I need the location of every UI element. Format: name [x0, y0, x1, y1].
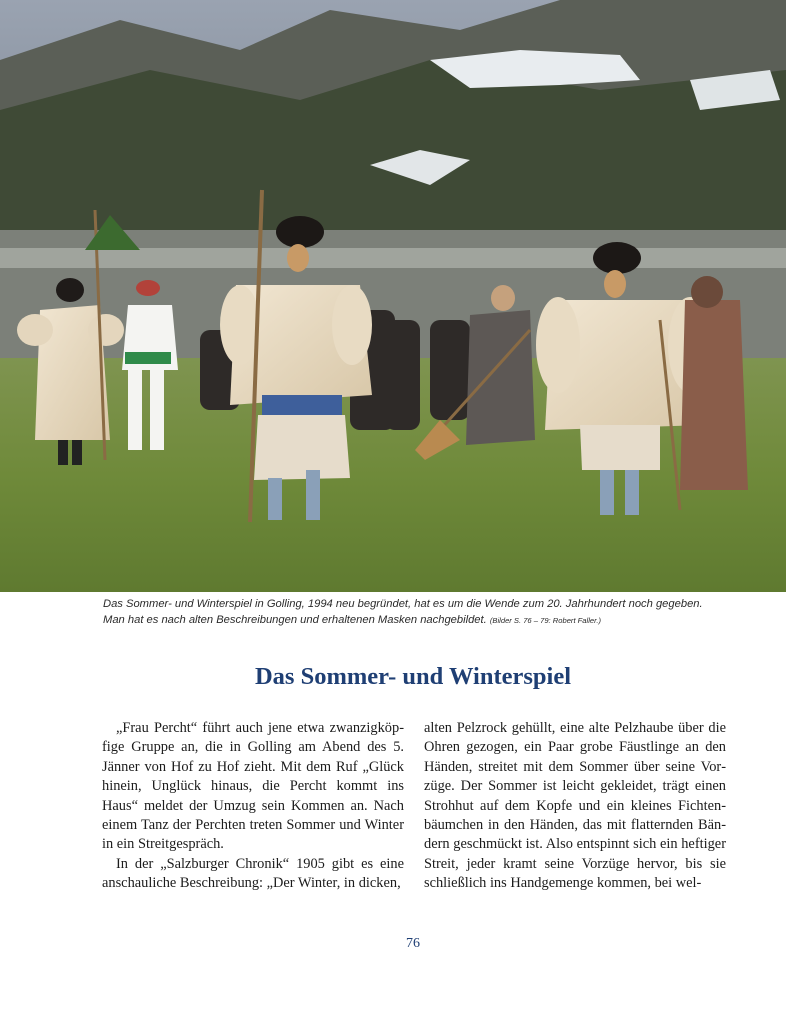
left-paragraph-2: In der „Salzburger Chronik“ 1905 gibt es eine anschauliche Beschreibung: „Der Winter, in dicken, [102, 855, 404, 892]
caption-credit: (Bilder S. 76 – 79: Robert Faller.) [489, 615, 602, 625]
caption-line-2: Man hat es nach alten Beschreibungen und erhaltenen Masken nachgebildet. [103, 613, 487, 626]
caption-line-1: Das Sommer- und Winterspiel in Golling, 1994 neu begründet, hat es um die Wende zum 20. Jahrhundert noch gegeben. [103, 598, 703, 610]
page-number: 76 [406, 936, 420, 951]
left-text-column [102, 719, 404, 894]
section-title: Das Sommer- und Winterspiel [254, 663, 572, 690]
photo-caption [103, 597, 743, 628]
left-paragraph-1: „Frau Percht“ führt auch jene etwa zwanzigköpfige Gruppe an, die in Golling am Abend des 5. Jänner von Hof zu Hof zieht. Mit dem Ruf „Glück hinein, Unglück hinaus, die Percht kommt ins Haus“ meldet der Umzug sein Kommen an. Nach einem Tanz der Perchten treten Sommer und Winter in ein Streitgespräch. [102, 720, 404, 853]
right-text-column [424, 719, 726, 894]
right-paragraph-1: alten Pelzrock gehüllt, eine alte Pelzhaube über die Ohren gezogen, ein Paar grobe Fäustlinge an den Händen, streitet mit dem Sommer über seine Vorzüge. Der Sommer ist leicht gekleidet, trägt einen Strohhut auf dem Kopfe und ein kleines Fichtenbäumchen in den Händen, das mit flatternden Bändern geschmückt ist. Also entspinnt sich ein heftiger Streit, jeder kramt seine Vorzüge hervor, bis sie schließlich ins Handgemenge kommen, bei wel- [424, 720, 726, 892]
